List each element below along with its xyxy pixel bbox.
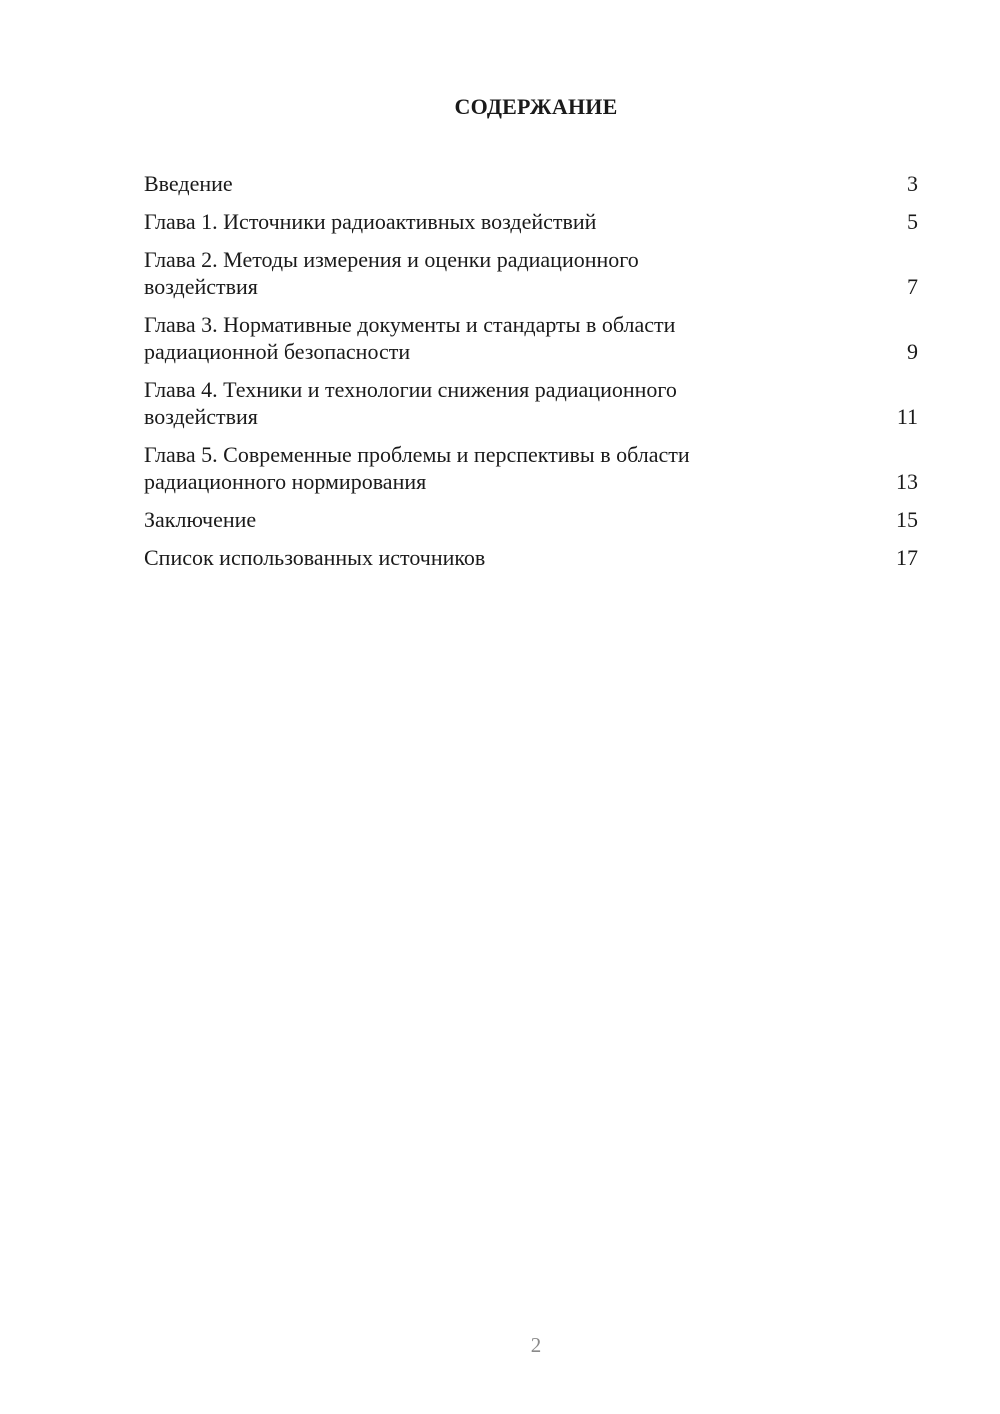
toc-entry-text (144, 441, 918, 495)
toc-entry-text (144, 208, 918, 235)
toc-entry-chapter-2 (144, 246, 918, 300)
toc-entry-line: Введение (144, 171, 233, 196)
toc-entry-text (144, 506, 918, 533)
toc-entry-line: Глава 2. Методы измерения и оценки радиационного (144, 247, 639, 272)
toc-entry-line: Глава 1. Источники радиоактивных воздействий (144, 209, 597, 234)
toc-entry-text (144, 246, 918, 300)
toc-entry-chapter-4 (144, 376, 918, 430)
toc-page-number: 13 (896, 469, 918, 494)
toc-page-number: 11 (896, 404, 918, 429)
toc-page-number: 9 (907, 339, 918, 364)
toc-entry-chapter-1 (144, 208, 918, 235)
toc-entry-line: Заключение (144, 507, 257, 532)
toc-page-number: 15 (896, 507, 918, 532)
toc-entry-text (144, 544, 918, 571)
toc-entry-text (144, 311, 918, 365)
toc-entry-line: Глава 4. Техники и технологии снижения радиационного (144, 377, 677, 402)
toc-entry-line: радиационной безопасности (144, 339, 411, 364)
toc-page-number: 7 (907, 274, 918, 299)
page-title: СОДЕРЖАНИЕ (454, 94, 618, 119)
toc-page-number: 5 (907, 209, 918, 234)
toc-entry-text (144, 170, 918, 197)
toc-entry-line: радиационного нормирования (144, 469, 427, 494)
toc-entry-introduction (144, 170, 918, 197)
toc-entry-line: Список использованных источников (144, 545, 486, 570)
toc-entry-references (144, 544, 918, 571)
toc-entry-line: Глава 5. Современные проблемы и перспективы в области (144, 442, 690, 467)
toc-entry-line: Глава 3. Нормативные документы и стандарты в области (144, 312, 676, 337)
toc-entry-text (144, 376, 918, 430)
toc-entry-conclusion (144, 506, 918, 533)
toc-entry-line: воздействия (144, 404, 258, 429)
page-footer-number: 2 (530, 1333, 542, 1357)
toc-entry-chapter-3 (144, 311, 918, 365)
toc-page-number: 3 (907, 171, 918, 196)
table-of-contents (144, 170, 918, 582)
toc-entry-line: воздействия (144, 274, 258, 299)
toc-entry-chapter-5 (144, 441, 918, 495)
toc-page-number: 17 (896, 545, 918, 570)
